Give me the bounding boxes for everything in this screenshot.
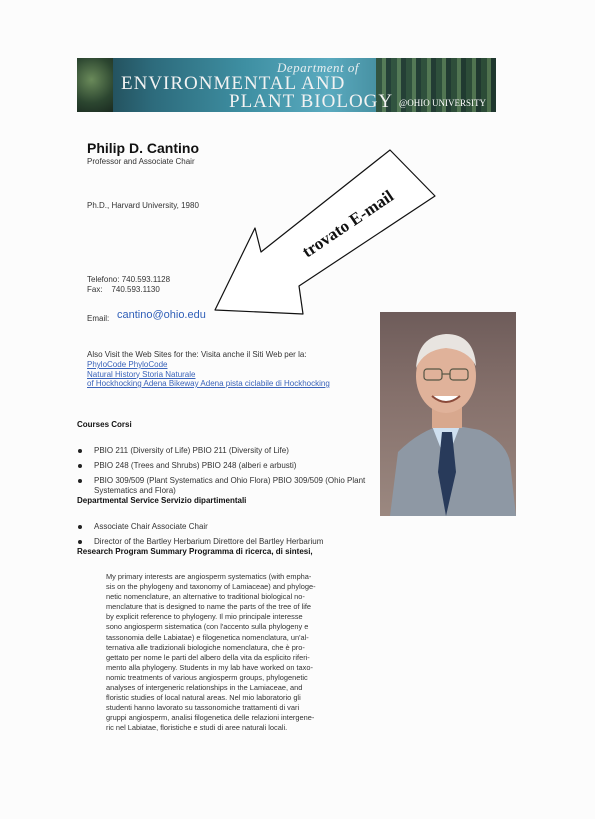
list-item: PBIO 211 (Diversity of Life) PBIO 211 (Diversity of Life) bbox=[77, 446, 377, 456]
link-natural-history[interactable]: Natural History Storia Naturale bbox=[87, 369, 196, 379]
link-hockhocking[interactable]: of Hockhocking Adena Bikeway Adena pista ciclabile di Hockhocking bbox=[87, 379, 330, 388]
banner-university: @OHIO UNIVERSITY bbox=[399, 98, 487, 108]
list-item: Associate Chair Associate Chair bbox=[77, 522, 377, 532]
research-line: mento alla phylogeny. Students in my lab have worked on taxo- bbox=[106, 662, 313, 672]
banner-department-of: Department of bbox=[277, 60, 359, 75]
list-item: Director of the Bartley Herbarium Direttore del Bartley Herbarium bbox=[77, 537, 377, 547]
courses-heading: Courses Corsi bbox=[77, 420, 132, 429]
research-line: gettato per nome le parti del albero della vita da esplicito riferi- bbox=[106, 652, 310, 662]
list-item: PBIO 309/509 (Plant Systematics and Ohio Flora) PBIO 309/509 (Ohio Plant Systematics and Flora) bbox=[77, 476, 377, 496]
portrait-image bbox=[380, 312, 516, 516]
research-line: ric nel Labiatae, floristiche e studi di aree naturali locali. bbox=[106, 723, 288, 733]
research-line: tassonomia delle Labiatae) e filogenetica nomenclatura, un'al- bbox=[106, 632, 309, 642]
web-links bbox=[87, 360, 330, 389]
profile-photo bbox=[380, 312, 516, 516]
research-line: sis on the phylogeny and taxonomy of Lamiaceae) and phyloge- bbox=[106, 582, 316, 592]
research-line: floristic studies of local natural areas. Nel mio laboratorio gli bbox=[106, 693, 301, 703]
link-phylocode[interactable]: PhyloCode PhyloCode bbox=[87, 360, 168, 369]
banner-title-line2: PLANT BIOLOGY bbox=[229, 91, 394, 112]
annotation-arrow-icon bbox=[205, 146, 445, 326]
research-line: sono angiosperm sistematica (con l'accento sulla phylogeny e bbox=[106, 622, 309, 632]
service-heading: Departmental Service Servizio dipartimentali bbox=[77, 496, 247, 505]
profile-title: Professor and Associate Chair bbox=[87, 157, 195, 166]
research-line: netic nomenclature, an alternative to traditional biological no- bbox=[106, 592, 305, 602]
service-list bbox=[77, 522, 377, 547]
department-banner bbox=[77, 58, 496, 112]
research-heading: Research Program Summary Programma di ricerca, di sintesi, bbox=[77, 547, 313, 556]
annotation-text: trovato E-mail bbox=[298, 186, 398, 262]
research-line: by explicit reference to phylogeny. Il mio principale interesse bbox=[106, 612, 303, 622]
research-line: ternativa alle tradizionali biologiche nomenclatura, che è pro- bbox=[106, 642, 305, 652]
list-item: PBIO 248 (Trees and Shrubs) PBIO 248 (alberi e arbusti) bbox=[77, 461, 377, 471]
profile-telephone: Telefono: 740.593.1128 bbox=[87, 275, 171, 284]
research-line: menclature that is designed to name the parts of the tree of life bbox=[106, 602, 312, 612]
web-intro: Also Visit the Web Sites for the: Visita anche il Siti Web per la: bbox=[87, 350, 307, 359]
research-summary bbox=[106, 572, 356, 734]
research-line: analyses of intergeneric relationships in the Lamiaceae, and bbox=[106, 683, 303, 693]
research-line: My primary interests are angiosperm systematics (with empha- bbox=[106, 572, 312, 581]
research-line: nomic treatments of various angiosperm groups, phylogenetic bbox=[106, 672, 308, 682]
email-link[interactable]: cantino@ohio.edu bbox=[117, 309, 206, 321]
research-line: gruppi angiosperm, analisi filogenetica delle relazioni intergene- bbox=[106, 713, 315, 723]
email-label: Email: bbox=[87, 314, 110, 323]
banner-forest-image-left bbox=[77, 58, 113, 112]
profile-fax: Fax: 740.593.1130 bbox=[87, 285, 160, 294]
courses-list bbox=[77, 446, 377, 496]
profile-degree: Ph.D., Harvard University, 1980 bbox=[87, 201, 199, 210]
research-line: studenti hanno lavorato su tassonomiche trattamenti di vari bbox=[106, 703, 300, 713]
banner-title-line1: ENVIRONMENTAL AND bbox=[121, 73, 346, 94]
profile-name: Philip D. Cantino bbox=[87, 140, 199, 156]
